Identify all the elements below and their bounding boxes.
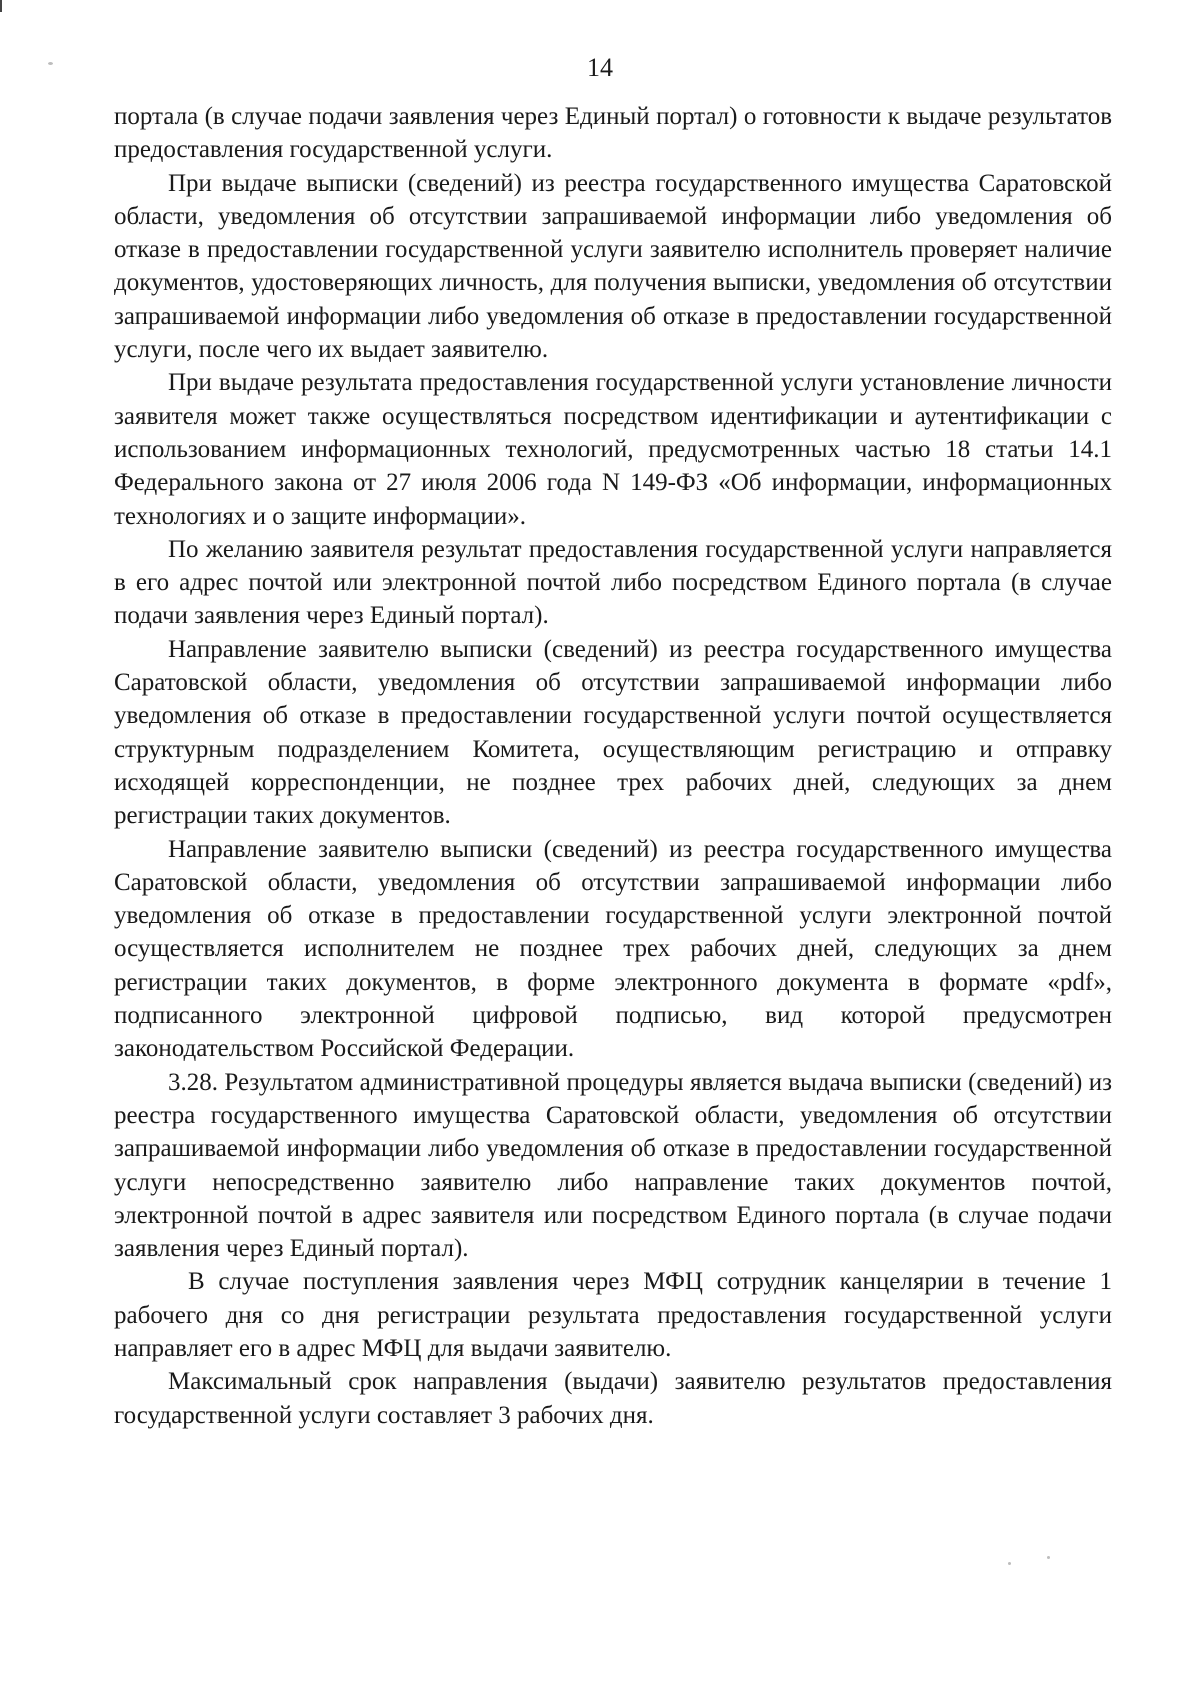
paragraph-continuation: портала (в случае подачи заявления через Единый портал) о готовности к выдаче результатов предоставления государственной услуги. [114,103,1112,164]
scan-edge-mark [0,0,2,12]
paragraph-3-28-result: 3.28. Результатом административной процедуры является выдача выписки (сведений) из реестра государственного имущества Саратовской области, уведомления об отсутствии запрашиваемой информации либо уведомления об отказе в предоставлении государственной услуги непосредственно заявителю либо направление таких документов почтой, электронной почтой в адрес заявителя или посредством Единого портала (в случае подачи заявления через Единый портал). [114,1068,1112,1263]
paragraph-postal-delivery: Направление заявителю выписки (сведений) из реестра государственного имущества Саратовской области, уведомления об отсутствии запрашиваемой информации либо уведомления об отказе в предоставлении государственной услуги почтой осуществляется структурным подразделением Комитета, осуществляющим регистрацию и отправку исходящей корреспонденции, не позднее трех рабочих дней, следующих за днем регистрации таких документов. [114,635,1112,830]
scan-speck [1047,1556,1050,1559]
paragraph-identification: При выдаче результата предоставления государственной услуги установление личности заявителя может также осуществляться посредством идентификации и аутентификации с использованием информационных технологий, предусмотренных частью 18 статьи 14.1 Федерального закона от 27 июля 2006 года N 149-ФЗ «Об информации, информационных технологиях и о защите информации». [114,369,1112,530]
paragraph-max-term: Максимальный срок направления (выдачи) заявителю результатов предоставления государственной услуги составляет 3 рабочих дня. [114,1368,1112,1429]
document-body [114,100,1112,1432]
paragraph-mfc: В случае поступления заявления через МФЦ сотрудник канцелярии в течение 1 рабочего дня со дня регистрации результата предоставления государственной услуги направляет его в адрес МФЦ для выдачи заявителю. [114,1268,1112,1362]
page-number: 14 [587,53,613,82]
paragraph-issuance: При выдаче выписки (сведений) из реестра государственного имущества Саратовской области, уведомления об отсутствии запрашиваемой информации либо уведомления об отказе в предоставлении государственной услуги заявителю исполнитель проверяет наличие документов, удостоверяющих личность, для получения выписки, уведомления об отсутствии запрашиваемой информации либо уведомления об отказе в предоставлении государственной услуги, после чего их выдает заявителю. [114,169,1112,364]
paragraph-delivery-option: По желанию заявителя результат предоставления государственной услуги направляется в его адрес почтой или электронной почтой либо посредством Единого портала (в случае подачи заявления через Единый портал). [114,535,1112,630]
scan-speck [1008,1562,1011,1565]
paragraph-email-delivery: Направление заявителю выписки (сведений) из реестра государственного имущества Саратовской области, уведомления об отсутствии запрашиваемой информации либо уведомления об отказе в предоставлении государственной услуги электронной почтой осуществляется исполнителем не позднее трех рабочих дней, следующих за днем регистрации таких документов, в форме электронного документа в формате «pdf», подписанного электронной цифровой подписью, вид которой предусмотрен законодательством Российской Федерации. [114,835,1112,1063]
